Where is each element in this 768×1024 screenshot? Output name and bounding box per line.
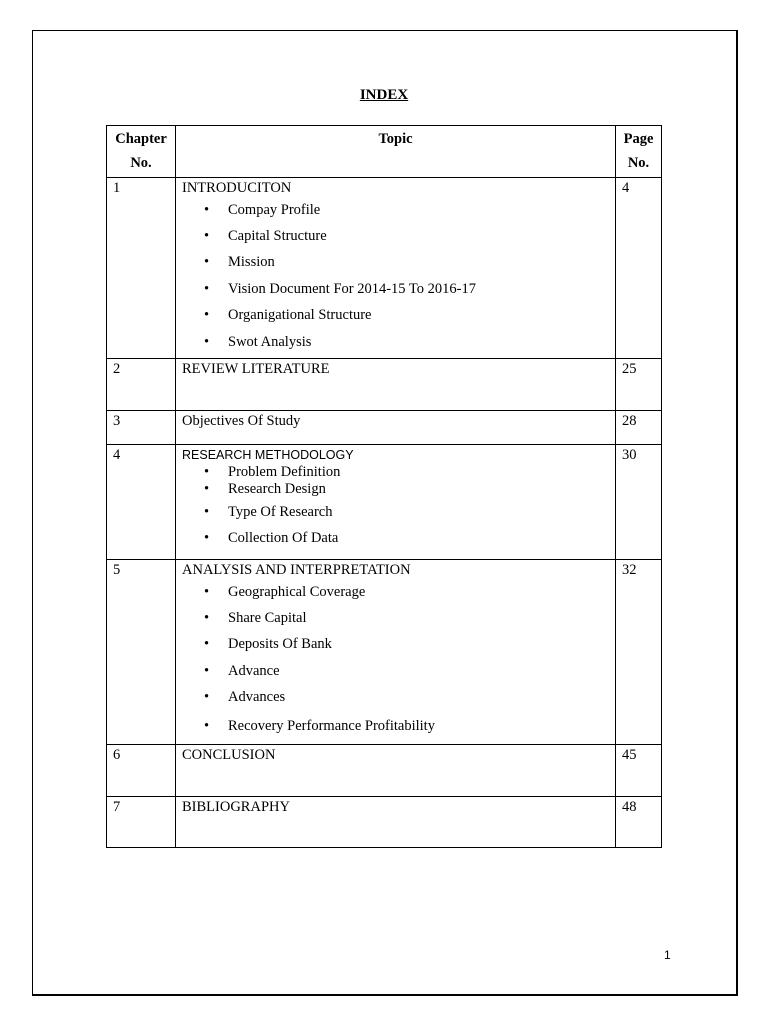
page-number-cell: 28 (616, 411, 662, 445)
chapter-header-line1: Chapter (115, 131, 167, 147)
topic-cell (176, 745, 616, 797)
subtopic-item: • Swot Analysis (204, 329, 609, 355)
table-row (107, 560, 662, 745)
subtopic-item: • Geographical Coverage (204, 579, 609, 605)
topic-title: INTRODUCITON (182, 180, 292, 196)
page-number-cell: 25 (616, 359, 662, 411)
table-row (107, 445, 662, 560)
chapter-number: 7 (107, 797, 176, 848)
topic-title: CONCLUSION (182, 747, 276, 763)
topic-cell (176, 359, 616, 411)
subtopic-item: • Vision Document For 2014-15 To 2016-17 (204, 276, 609, 302)
topic-title: BIBLIOGRAPHY (182, 799, 290, 815)
topic-header: Topic (176, 126, 616, 178)
chapter-number: 2 (107, 359, 176, 411)
subtopic-item: • Mission (204, 249, 609, 275)
header-row (107, 126, 662, 178)
table-row (107, 411, 662, 445)
page-number-cell: 45 (616, 745, 662, 797)
chapter-number: 5 (107, 560, 176, 745)
table-row (107, 359, 662, 411)
index-table (106, 125, 662, 848)
subtopic-item: • Deposits Of Bank (204, 631, 609, 657)
table-row (107, 178, 662, 359)
subtopic-list (182, 579, 609, 741)
page-number-cell: 4 (616, 178, 662, 359)
subtopic-item: • Type Of Research (204, 499, 609, 525)
chapter-header (107, 126, 176, 178)
subtopic-item: • Collection Of Data (204, 525, 609, 551)
index-title: INDEX (359, 87, 409, 103)
subtopic-list (182, 197, 609, 355)
topic-cell (176, 178, 616, 359)
subtopic-item: • Capital Structure (204, 223, 609, 249)
table-row (107, 745, 662, 797)
subtopic-item: • Recovery Performance Profitability (204, 711, 609, 741)
subtopic-list (182, 464, 609, 498)
table-row (107, 797, 662, 848)
subtopic-item: • Advances (204, 684, 609, 710)
subtopic-item: • Organigational Structure (204, 302, 609, 328)
chapter-number: 1 (107, 178, 176, 359)
page-header (616, 126, 662, 178)
subtopic-item: • Compay Profile (204, 197, 609, 223)
chapter-number: 3 (107, 411, 176, 445)
page-number-cell: 32 (616, 560, 662, 745)
topic-title: Objectives Of Study (182, 413, 301, 429)
topic-title: REVIEW LITERATURE (182, 361, 330, 377)
page-header-line2: No. (627, 155, 650, 171)
chapter-header-line2: No. (130, 155, 152, 171)
topic-cell (176, 560, 616, 745)
page-header-line1: Page (623, 131, 654, 147)
subtopic-item: • Research Design (204, 481, 609, 498)
page-number-cell: 48 (616, 797, 662, 848)
subtopic-list (182, 499, 609, 552)
page-number: 1 (664, 948, 671, 962)
chapter-number: 4 (107, 445, 176, 560)
subtopic-item: • Advance (204, 658, 609, 684)
page-number-cell: 30 (616, 445, 662, 560)
topic-cell (176, 411, 616, 445)
topic-cell (176, 797, 616, 848)
topic-title: ANALYSIS AND INTERPRETATION (182, 562, 411, 578)
subtopic-item: • Problem Definition (204, 464, 609, 481)
chapter-number: 6 (107, 745, 176, 797)
topic-title: RESEARCH METHODOLOGY (182, 448, 354, 462)
subtopic-item: • Share Capital (204, 605, 609, 631)
topic-cell (176, 445, 616, 560)
